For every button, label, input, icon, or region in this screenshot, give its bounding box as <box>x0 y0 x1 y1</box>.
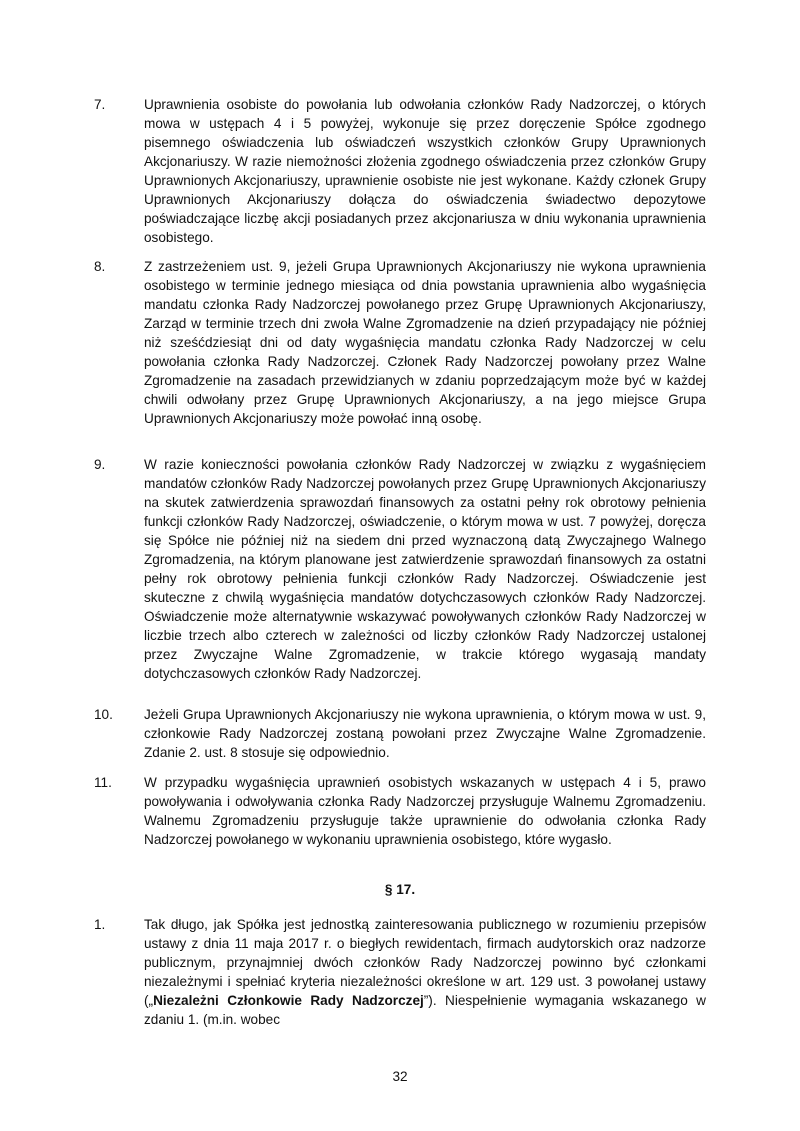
paragraph-text: W przypadku wygaśnięcia uprawnień osobistych wskazanych w ustępach 4 i 5, prawo powoływania i odwoływania członka Rady Nadzorczej przysługuje Walnemu Zgromadzeniu. Walnemu Zgromadzeniu przysługuje także uprawnienie do odwołania członka Rady Nadzorczej powołanego w wykonaniu uprawnienia osobistego, które wygasło. <box>144 775 706 847</box>
paragraph-number: 7. <box>94 97 106 112</box>
page-number: 32 <box>392 1069 408 1084</box>
defined-term: Niezależni Członkowie Rady Nadzorczej <box>153 993 424 1008</box>
paragraph-text-before: Tak długo, jak Spółka jest jednostką zainteresowania publicznego w rozumieniu przepisów ustawy z dnia 11 maja 2017 r. o biegłych rewidentach, firmach audytorskich oraz nadzorze publicznym, przynajmniej dwóch członków Rady Nadzorczej powinno być członkami niezależnymi i spełniać kryteria niezależności określone w art. 129 ust. 3 powołanej ustawy („ <box>144 917 706 1008</box>
paragraph-text: Jeżeli Grupa Uprawnionych Akcjonariuszy nie wykona uprawnienia, o którym mowa w ust. 9, członkowie Rady Nadzorczej zostaną powołani przez Zwyczajne Walne Zgromadzenie. Zdanie 2. ust. 8 stosuje się odpowiednio. <box>144 707 706 760</box>
paragraph-number: 1. <box>94 917 106 932</box>
paragraph-number: 8. <box>94 259 106 274</box>
paragraph-text-after: ”). Niespełnienie wymagania wskazanego w zdaniu 1. (m.in. wobec <box>144 993 706 1027</box>
paragraph-text <box>144 915 706 1029</box>
paragraph-number: 9. <box>94 457 106 472</box>
paragraph-text: Z zastrzeżeniem ust. 9, jeżeli Grupa Uprawnionych Akcjonariuszy nie wykona uprawnienia osobistego w terminie jednego miesiąca od dnia powstania uprawnienia albo wygaśnięcia mandatu członka Rady Nadzorczej powołanego przez Grupę Uprawnionych Akcjonariuszy, Zarząd w terminie trzech dni zwoła Walne Zgromadzenie na dzień przypadający nie później niż sześćdziesiąt dni od daty wygaśnięcia mandatu członka Rady Nadzorczej w celu powołania członka Rady Nadzorczej. Członek Rady Nadzorczej powołany przez Walne Zgromadzenie na zasadach przewidzianych w zdaniu poprzedzającym może być w każdej chwili odwołany przez Grupę Uprawnionych Akcjonariuszy, a na jego miejsce Grupa Uprawnionych Akcjonariuszy może powołać inną osobę. <box>144 259 706 426</box>
paragraph-number: 11. <box>94 775 112 790</box>
paragraph-text: Uprawnienia osobiste do powołania lub odwołania członków Rady Nadzorczej, o których mowa w ustępach 4 i 5 powyżej, wykonuje się przez doręczenie Spółce zgodnego pisemnego oświadczenia lub oświadczeń wszystkich członków Grupy Uprawnionych Akcjonariuszy. W razie niemożności złożenia zgodnego oświadczenia przez członków Grupy Uprawnionych Akcjonariuszy, uprawnienie osobiste nie jest wykonane. Każdy członek Grupy Uprawnionych Akcjonariuszy dołącza do oświadczenia świadectwo depozytowe poświadczające liczbę akcji posiadanych przez akcjonariusza w dniu wykonania uprawnienia osobistego. <box>144 97 706 245</box>
section-heading: § 17. <box>384 882 416 897</box>
paragraph-text: W razie konieczności powołania członków Rady Nadzorczej w związku z wygaśnięciem mandatów członków Rady Nadzorczej powołanych przez Grupę Uprawnionych Akcjonariuszy na skutek zatwierdzenia sprawozdań finansowych za ostatni pełny rok obrotowy pełnienia funkcji członków Rady Nadzorczej, oświadczenie, o którym mowa w ust. 7 powyżej, doręcza się Spółce nie później niż na siedem dni przed wyznaczoną datą Zwyczajnego Walnego Zgromadzenia, na którym planowane jest zatwierdzenie sprawozdań finansowych za ostatni pełny rok obrotowy pełnienia funkcji członków Rady Nadzorczej. Oświadczenie jest skuteczne z chwilą wygaśnięcia mandatów dotychczasowych członków Rady Nadzorczej. Oświadczenie może alternatywnie wskazywać powoływanych członków Rady Nadzorczej w liczbie trzech albo czterech w zależności od liczby członków Rady Nadzorczej ustalonej przez Zwyczajne Walne Zgromadzenie, w trakcie którego wygasają mandaty dotychczasowych członków Rady Nadzorczej. <box>144 457 706 681</box>
paragraph-number: 10. <box>94 707 113 722</box>
